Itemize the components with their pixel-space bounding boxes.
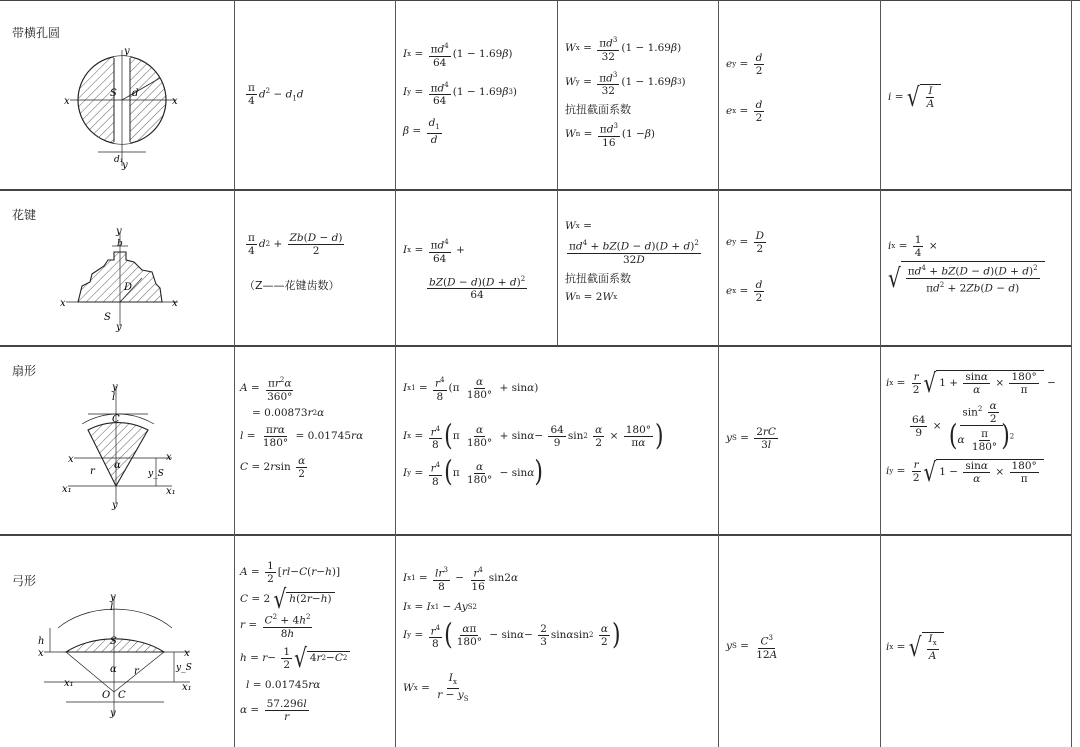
radius-formula: i = √ $\frac{I}{A}$ [888, 84, 941, 110]
svg-text:y: y [112, 382, 118, 393]
svg-text:y_S: y_S [176, 663, 192, 673]
svg-text:S: S [110, 636, 117, 647]
svg-text:α: α [114, 460, 121, 471]
spline-diagram [60, 226, 190, 334]
col-divider [557, 0, 558, 346]
inertia-formulas: I x = $\frac{\pi d^4}{64}$ + $\frac{bZ(D - d)(D + d)^2}{64}$ [403, 238, 526, 301]
svg-text:y: y [116, 322, 122, 333]
area-formula: $\frac{\pi}{4}$ d 2 + $\frac{Zb(D - d)}{2}$ （Z——花键齿数） [244, 232, 346, 292]
sector-diagram [60, 382, 190, 512]
area-formulas: A = $\frac{\pi r^2\alpha}{360^\circ}$ = 0.00873 r 2 α l = $\frac{\text{πrα}}{180^\circ}$ = 0.01745 rα C = 2 r sin $\frac{\alpha}{2}$ [240, 376, 364, 480]
svg-text:x₁: x₁ [182, 682, 192, 693]
circle-with-hole-diagram [56, 44, 196, 172]
svg-text:x₁: x₁ [64, 678, 74, 689]
svg-text:y: y [112, 500, 118, 511]
svg-text:S: S [104, 312, 111, 323]
svg-text:l: l [110, 602, 114, 613]
svg-text:d: d [132, 88, 139, 99]
svg-text:y: y [116, 226, 122, 237]
svg-text:x: x [38, 648, 44, 659]
svg-text:y: y [124, 46, 130, 57]
area-formulas: A = $\frac{1}{2}$ [ rl − C ( r − h )] C = 2 √ h (2 r − h ) r = $\frac{C^2 + 4h^2}{8h}$ h = r − $\frac{1}{2}$ √ 4 r 2 − C 2 l = 0.01745 rα α = $\frac{57.296l}{r}$ [240, 560, 350, 723]
svg-text:x: x [184, 648, 190, 659]
section-name: 弓形 [12, 574, 37, 588]
centroid-formulas: e y = $\frac{D}{2}$ e x = $\frac{d}{2}$ [726, 230, 765, 304]
row-divider [0, 345, 1072, 347]
centroid-formula: y S = $\frac{2rC}{3l}$ [726, 426, 776, 451]
svg-text:x₁: x₁ [166, 486, 176, 497]
svg-text:y: y [122, 160, 128, 171]
modulus-formulas: W x = $\frac{\pi d^4 + bZ(D - d)(D + d)^2}{32D}$ 抗扭截面系数 W n = 2 W x [565, 220, 703, 304]
inertia-formulas: I x = $\frac{\pi d^4}{64}$ (1 − 1.69 β ) I y = $\frac{\pi d^4}{64}$ (1 − 1.69 β 3 ) β = $\frac{d_1}{d}$ [403, 42, 518, 147]
svg-text:r: r [134, 666, 139, 677]
row-divider [0, 0, 1080, 1]
svg-text:x₁: x₁ [62, 484, 72, 495]
torsion-label: 抗扭截面系数 [565, 271, 631, 285]
radius-formula: i x = $\frac{1}{4}$ × √ $\frac{\pi d^4 + bZ(D - d)(D + d)^2}{\pi d^2 + 2Zb(D - d)}$ [888, 234, 1045, 294]
torsion-label: 抗扭截面系数 [565, 103, 631, 116]
col-divider [1071, 0, 1072, 747]
row-divider [0, 189, 1072, 191]
svg-text:C: C [118, 690, 126, 701]
radius-formula: i x = √ $\frac{I_x}{A}$ [886, 632, 944, 662]
svg-text:y: y [110, 708, 116, 719]
centroid-formula: y S = $\frac{C^3}{12A}$ [726, 634, 778, 661]
section-name: 花键 [12, 208, 37, 222]
area-formula: $\frac{\pi}{4}$ $d^2 - d_1d$ [248, 82, 304, 107]
col-divider [718, 0, 719, 747]
svg-text:D: D [124, 282, 133, 293]
col-divider [234, 0, 235, 747]
col-divider [880, 0, 881, 747]
svg-text:x: x [60, 298, 66, 309]
area-note: （Z——花键齿数） [244, 279, 340, 292]
svg-text:r: r [90, 466, 95, 477]
row-divider [0, 534, 1072, 536]
svg-text:x: x [172, 298, 178, 309]
svg-text:α: α [110, 664, 117, 675]
svg-text:y_S: y_S [148, 469, 164, 479]
svg-text:x: x [64, 96, 70, 107]
centroid-formulas: e y = $\frac{d}{2}$ e x = $\frac{d}{2}$ [726, 52, 763, 124]
modulus-formulas: W x = $\frac{\pi d^3}{32}$ (1 − 1.69 β ) W y = $\frac{\pi d^3}{32}$ (1 − 1.69 β 3 ) 抗扭截面系数 W n = $\frac{\pi d^3}{16}$ (1 − β ) [565, 36, 686, 149]
svg-text:C: C [112, 414, 120, 425]
inertia-formulas: I x1 = $\frac{lr^3}{8}$ − $\frac{r^4}{16}$ sin2 α I x = I x1 − Ay S 2 I y = $\frac{r^4}{8}$ ( $\frac{\alpha\pi}{180^\circ}$ − sin α − $\frac{2}{3}$ sin α sin 2 $\frac{\alpha}{2}$ ) W x = $\frac{I_x}{r - y_S}$ [403, 566, 621, 704]
svg-text:x: x [172, 96, 178, 107]
section-name: 带横孔圆 [12, 26, 61, 40]
col-divider [395, 0, 396, 747]
svg-text:S: S [110, 88, 117, 99]
svg-text:x: x [166, 452, 172, 463]
svg-text:l: l [112, 392, 116, 403]
segment-diagram [34, 592, 204, 722]
svg-text:h: h [38, 636, 45, 647]
inertia-formulas: I x1 = $\frac{r^4}{8}$ (π $\frac{\alpha}{180^\circ}$ + sin α ) I x = $\frac{r^4}{8}$ ( π $\frac{\alpha}{180^\circ}$ + sin α − $\frac{64}{9}$ sin 2 $\frac{\alpha}{2}$ × $\frac{180^\circ}{\pi\alpha}$ ) I y = $\frac{r^4}{8}$ ( π $\frac{\alpha}{180^\circ}$ − sin α ) [403, 375, 664, 489]
section-name: 扇形 [12, 364, 37, 378]
svg-text:O: O [102, 690, 111, 701]
svg-text:b: b [117, 239, 123, 249]
svg-text:y: y [110, 592, 116, 603]
svg-text:d₁: d₁ [114, 155, 124, 165]
svg-text:x: x [68, 454, 74, 465]
radius-formulas: i x = $\frac{r}{2}$ √ 1 + $\frac{\sin\alpha}{\alpha}$ × $\frac{180^\circ}{\pi}$ − $\frac{64}{9}$ × $\sin^2$ $\frac{\alpha}{2}$ (α $\frac{\pi}{180^\circ}$ )$^2$ i y = $\frac{r}{2}$ √ 1 − $\frac{\sin\alpha}{\alpha}$ × $\frac{180^\circ}{\pi}$ [886, 367, 1056, 488]
